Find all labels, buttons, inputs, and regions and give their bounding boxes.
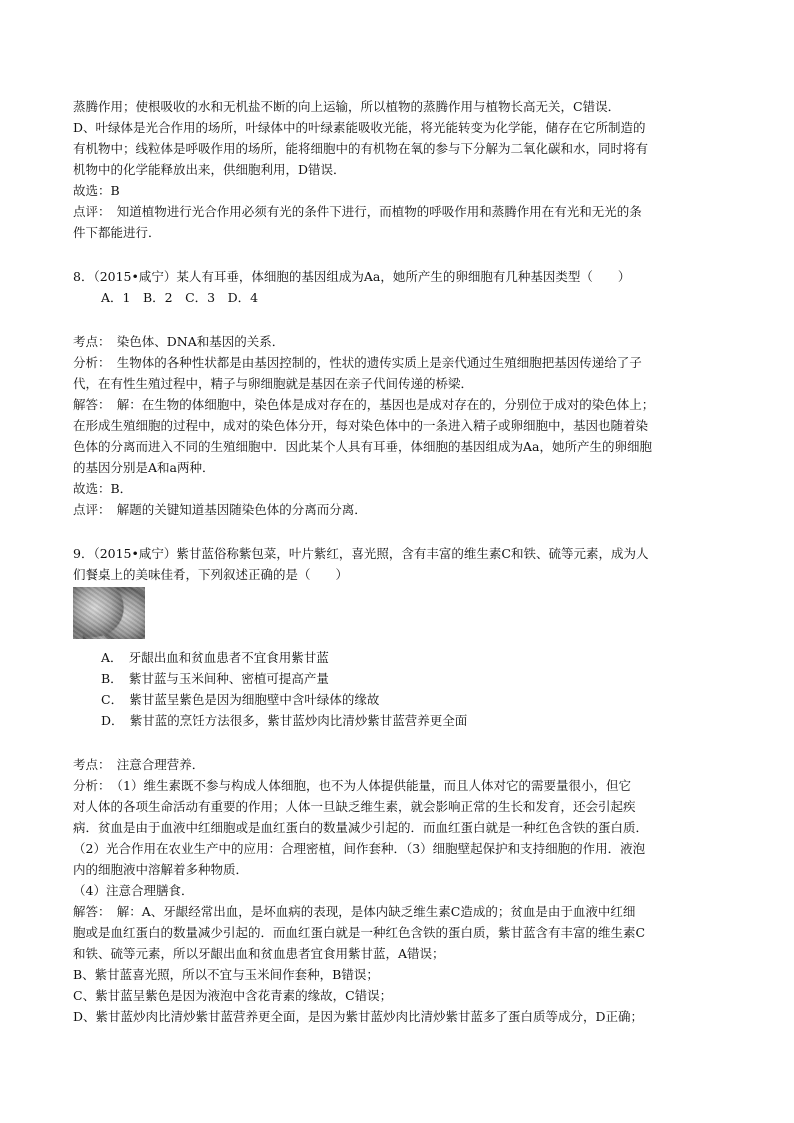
question-stem-line: 们餐桌上的美味佳肴，下列叙述正确的是（ ） [73, 567, 349, 582]
question-9-analysis [73, 754, 725, 1027]
text-line: 机物中的化学能释放出来，供细胞利用，D错误． [73, 162, 346, 177]
question-8-options: A．1 B．2 C．3 D．4 [101, 290, 259, 305]
analysis-line: D、紫甘蓝炒肉比清炒紫甘蓝营养更全面，是因为紫甘蓝炒肉比清炒紫甘蓝多了蛋白质等成分，D正确； [73, 1009, 644, 1024]
text-line: 点评： 知道植物进行光合作用必须有光的条件下进行，而植物的呼吸作用和蒸腾作用在有光和无光的条 [73, 204, 642, 219]
analysis-line: B、紫甘蓝喜光照，所以不宜与玉米间作套种，B错误； [73, 967, 379, 982]
text-line: 故选：B [73, 183, 120, 198]
option-line: C． 紫甘蓝呈紫色是因为细胞壁中含叶绿体的缘故 [101, 692, 380, 707]
spacer [73, 308, 725, 331]
spacer [73, 731, 725, 754]
document-page [73, 96, 725, 1027]
question-8-analysis [73, 331, 725, 520]
analysis-line: 和铁、硫等元素，所以牙龈出血和贫血患者宜食用紫甘蓝，A错误； [73, 946, 445, 961]
analysis-line: 代，在有性生殖过程中，精子与卵细胞就是基因在亲子代间传递的桥梁． [73, 376, 474, 391]
spacer [73, 520, 725, 543]
text-line: 有机物中；线粒体是呼吸作用的场所，能将细胞中的有机物在氧的参与下分解为二氧化碳和水，同时将有 [73, 141, 649, 156]
analysis-line: 胞或是血红蛋白的数量减少引起的．而血红蛋白就是一种红色含铁的蛋白质，紫甘蓝含有丰富的维生素C [73, 925, 646, 940]
analysis-line: 的基因分别是A和a两种． [73, 460, 215, 475]
question-9-options [73, 647, 725, 731]
analysis-line: 对人体的各项生命活动有重要的作用；人体一旦缺乏维生素，就会影响正常的生长和发育，还会引起疾 [73, 799, 636, 814]
analysis-line: （2）光合作用在农业生产中的应用：合理密植，间作套种．（3）细胞壁起保护和支持细胞的作用．液泡 [73, 841, 646, 856]
analysis-line: 解答： 解：在生物的体细胞中，染色体是成对存在的，基因也是成对存在的，分别位于成对的染色体上； [73, 397, 655, 412]
spacer [73, 243, 725, 266]
question-9-stem [73, 543, 725, 585]
question-8-stem: 8．（2015•咸宁）某人有耳垂，体细胞的基因组成为Aa，她所产生的卵细胞有几种基因类型（ ） [73, 269, 631, 284]
previous-answer-block [73, 96, 725, 243]
analysis-line: 分析： 生物体的各种性状都是由基因控制的，性状的遗传实质上是亲代通过生殖细胞把基因传递给了子 [73, 355, 642, 370]
analysis-line: （4）注意合理膳食． [73, 883, 194, 898]
analysis-line: 病．贫血是由于血液中红细胞或是血红蛋白的数量减少引起的．而血红蛋白就是一种红色含铁的蛋白质． [73, 820, 649, 835]
option-line: A． 牙龈出血和贫血患者不宜食用紫甘蓝 [101, 650, 329, 665]
text-line: 件下都能进行． [73, 225, 161, 240]
option-line: B． 紫甘蓝与玉米间种、密植可提高产量 [101, 671, 329, 686]
text-line: 蒸腾作用；使根吸收的水和无机盐不断的向上运输，所以植物的蒸腾作用与植物长高无关，C错误． [73, 99, 621, 114]
question-9 [73, 543, 725, 1027]
analysis-line: 考点： 注意合理营养． [73, 757, 205, 772]
analysis-line: 内的细胞液中溶解着多种物质． [73, 862, 249, 877]
analysis-line: 考点： 染色体、DNA和基因的关系． [73, 334, 285, 349]
analysis-line: 分析： （1）维生素既不参与构成人体细胞，也不为人体提供能量，而且人体对它的需要量很小，但它 [73, 778, 631, 793]
analysis-line: 色体的分离而进入不同的生殖细胞中．因此某个人具有耳垂，体细胞的基因组成为Aa，她所产生的卵细胞 [73, 439, 652, 454]
purple-cabbage-photo [73, 587, 145, 639]
analysis-line: C、紫甘蓝呈紫色是因为液泡中含花青素的缘故，C错误； [73, 988, 393, 1003]
analysis-line: 点评： 解题的关键知道基因随染色体的分离而分离． [73, 502, 367, 517]
text-line: D、叶绿体是光合作用的场所，叶绿体中的叶绿素能吸收光能，将光能转变为化学能，储存在它所制造的 [73, 120, 646, 135]
question-8 [73, 266, 725, 520]
analysis-line: 故选：B． [73, 481, 133, 496]
analysis-line: 解答： 解：A、牙龈经常出血，是坏血病的表现，是体内缺乏维生素C造成的；贫血是由于血液中红细 [73, 904, 636, 919]
question-stem-line: 9．（2015•咸宁）紫甘蓝俗称紫包菜，叶片紫红，喜光照，含有丰富的维生素C和铁、硫等元素，成为人 [73, 546, 649, 561]
analysis-line: 在形成生殖细胞的过程中，成对的染色体分开，每对染色体中的一条进入精子或卵细胞中，基因也随着染 [73, 418, 649, 433]
option-line: D． 紫甘蓝的烹饪方法很多，紫甘蓝炒肉比清炒紫甘蓝营养更全面 [101, 713, 468, 728]
